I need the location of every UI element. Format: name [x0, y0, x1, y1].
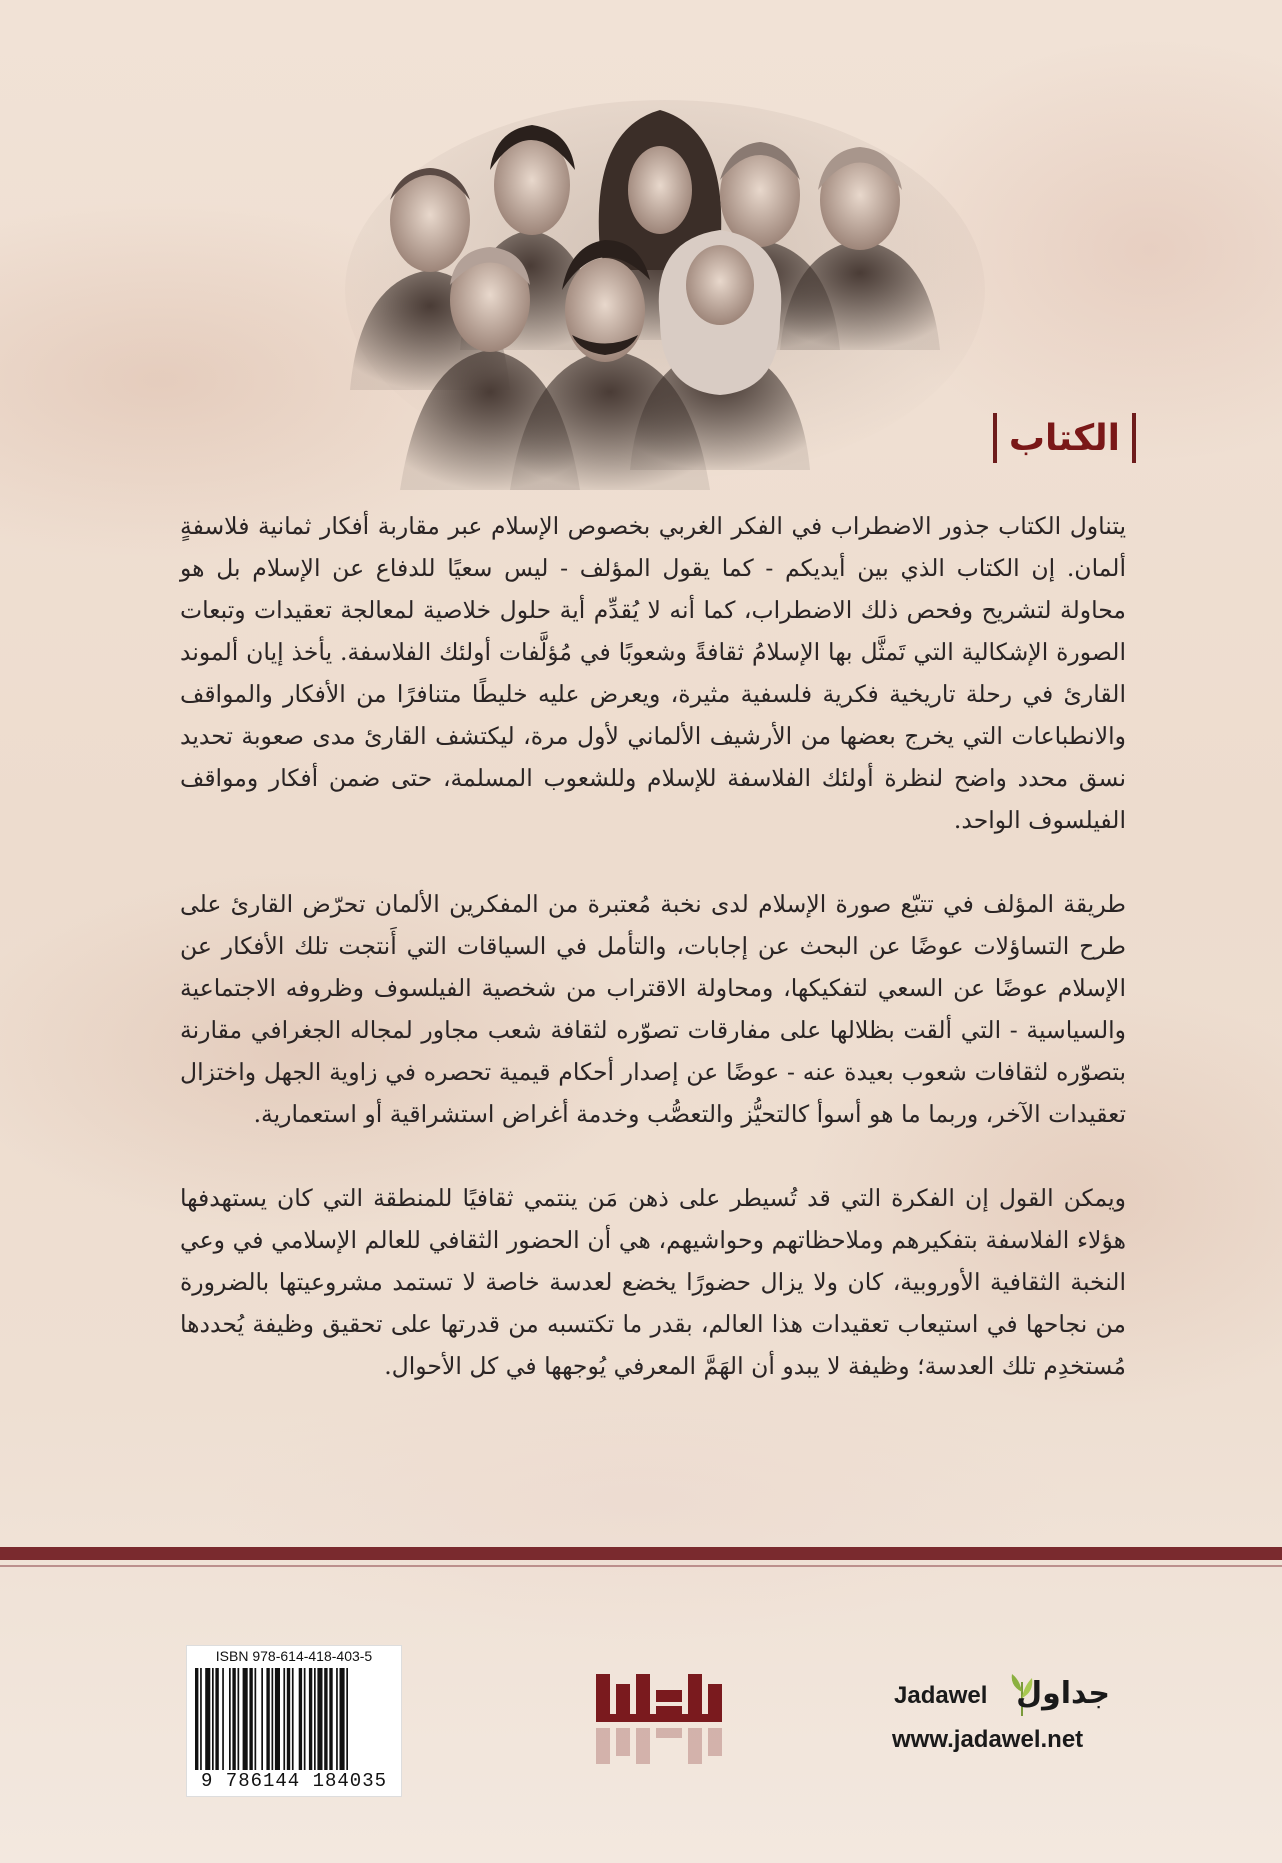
paragraph-1: يتناول الكتاب جذور الاضطراب في الفكر الغربي بخصوص الإسلام عبر مقاربة أفكار ثمانية فلاسفةٍ ألمان. إن الكتاب الذي بين أيديكم - كما يقول المؤلف - ليس سعيًا للدفاع عن الإسلام بل هو محاولة لتشريح وفحص ذلك الاضطراب، كما أنه لا يُقدِّم أية حلول خلاصية لمعالجة تعقيدات وتبعات الصورة الإشكالية التي تَمثَّل بها الإسلامُ ثقافةً وشعوبًا في مُؤلَّفات أولئك الفلاسفة. يأخذ إيان ألموند القارئ في رحلة تاريخية فكرية فلسفية مثيرة، ويعرض عليه خليطًا متنافرًا من الأفكار والمواقف والانطباعات التي يخرج بعضها من الأرشيف الألماني لأول مرة، ليكتشف القارئ مدى صعوبة تحديد نسق محدد واضح لنظرة أولئك الفلاسفة للإسلام وللشعوب المسلمة، حتى ضمن أفكار ومواقف الفيلسوف الواحد.: [180, 512, 1126, 834]
jadawel-logo: [892, 1672, 1142, 1762]
paragraph-2: طريقة المؤلف في تتبّع صورة الإسلام لدى نخبة مُعتبرة من المفكرين الألمان تحرّض القارئ على طرح التساؤلات عوضًا عن البحث عن إجابات، والتأمل في السياقات التي أَنتجت تلك الأفكار عن الإسلام عوضًا عن السعي لتفكيكها، ومحاولة الاقتراب من شخصية الفيلسوف وظروفه الاجتماعية والسياسية - التي ألقت بظلالها على مفارقات تصوّره لثقافة شعب مجاور لمجاله الجغرافي مقارنة بتصوّره لثقافات شعوب بعيدة عنه - عوضًا عن إصدار أحكام قيمية تحصره في زاوية الجهل واختزال تعقيدات الآخر، وربما ما هو أسوأ كالتحيُّز والتعصُّب وخدمة أغراض استشراقية أو استعمارية.: [180, 890, 1126, 1128]
isbn-label: ISBN 978-614-418-403-5: [215, 1648, 373, 1664]
book-description: [180, 505, 1126, 1429]
footer-divider-thin: [0, 1565, 1282, 1567]
section-heading: [993, 410, 1136, 466]
isbn-barcode: [186, 1645, 402, 1797]
paragraph-3: ويمكن القول إن الفكرة التي قد تُسيطر على ذهن مَن ينتمي ثقافيًا للمنطقة التي كان يستهدفها هؤلاء الفلاسفة بتفكيرهم وملاحظاتهم وحواشيهم، هي أن الحضور الثقافي للعالم الإسلامي في وعي النخبة الثقافية الأوروبية، كان ولا يزال حضورًا يخضع لعدسة خاصة لا تستمد مشروعيتها بالضرورة من نجاحها في استيعاب تعقيدات هذا العالم، بقدر ما تكتسبه من قدرتها على تحقيق وظيفة يُحددها مُستخدِم تلك العدسة؛ وظيفة لا يبدو أن الهَمَّ المعرفي يُوجهها في كل الأحوال.: [180, 1184, 1126, 1380]
jadawel-arabic-name: جداول: [1016, 1676, 1110, 1711]
footer-divider: [0, 1547, 1282, 1560]
heading-bar: [1132, 413, 1136, 463]
jadawel-url: www.jadawel.net: [892, 1726, 1084, 1753]
jadawel-latin-name: Jadawel: [894, 1682, 988, 1709]
heading-bar: [993, 413, 997, 463]
section-label-text: الكتاب: [1008, 417, 1120, 459]
barcode-digits: 9 786144 184035: [200, 1770, 388, 1792]
barcode-bars: [195, 1668, 393, 1770]
publisher-logo-icon: [588, 1662, 738, 1772]
philosophers-portraits-image: [340, 90, 990, 490]
